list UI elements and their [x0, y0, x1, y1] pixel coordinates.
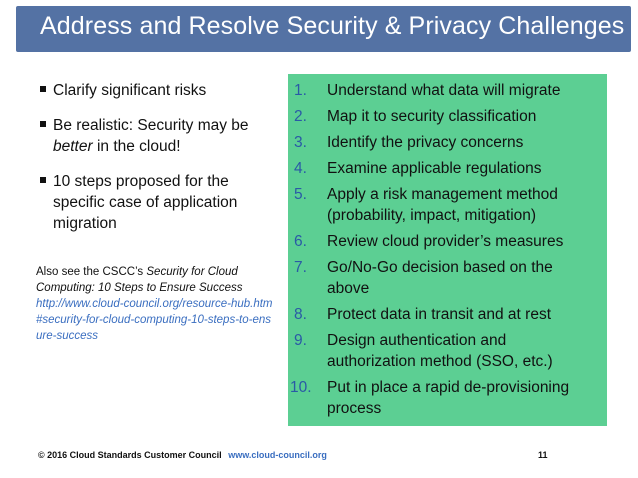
reference-note	[36, 264, 274, 344]
step-number: 4.	[294, 160, 307, 177]
step-item	[288, 106, 607, 127]
footer	[38, 450, 327, 460]
step-number: 8.	[294, 306, 307, 323]
step-item	[288, 330, 607, 372]
steps-list	[288, 80, 607, 424]
square-bullet-icon	[40, 177, 46, 183]
step-number: 2.	[294, 108, 307, 125]
step-text: Review cloud provider’s measures	[327, 233, 564, 250]
step-text: Go/No-Go decision based on the above	[327, 259, 553, 297]
step-item	[288, 80, 607, 101]
bullet-text: Clarify significant risks	[53, 82, 207, 99]
step-text: Identify the privacy concerns	[327, 134, 524, 151]
step-number: 10.	[290, 379, 312, 396]
square-bullet-icon	[40, 121, 46, 127]
footer-website-link[interactable]: www.cloud-council.org	[228, 450, 327, 460]
step-item	[288, 377, 607, 419]
reference-title: Security for Cloud Computing: 10 Steps to Ensure Success	[36, 266, 243, 294]
step-text: Map it to security classification	[327, 108, 537, 125]
slide-title: Address and Resolve Security & Privacy Challenges	[40, 12, 625, 40]
bullet-text: in the cloud!	[96, 138, 181, 155]
step-number: 3.	[294, 134, 307, 151]
page-number: 11	[538, 450, 548, 460]
title-bar	[16, 6, 631, 52]
step-text: Examine applicable regulations	[327, 160, 542, 177]
step-text: Put in place a rapid de-provisioning process	[327, 379, 570, 417]
step-item	[288, 231, 607, 252]
step-text: Apply a risk management method (probability, impact, mitigation)	[327, 186, 558, 224]
bullet-emphasis: better	[53, 138, 93, 155]
bullet-text: Be realistic: Security may be	[53, 117, 249, 134]
step-text: Understand what data will migrate	[327, 82, 561, 99]
reference-prefix: Also see the CSCC’s	[36, 266, 147, 278]
step-number: 6.	[294, 233, 307, 250]
step-number: 7.	[294, 259, 307, 276]
bullet-text: 10 steps proposed for the specific case of application migration	[53, 173, 238, 232]
steps-panel	[288, 74, 607, 426]
footer-copyright: © 2016 Cloud Standards Customer Council	[38, 450, 222, 460]
step-text: Protect data in transit and at rest	[327, 306, 552, 323]
step-item	[288, 158, 607, 179]
bullet-item	[40, 171, 272, 234]
reference-link[interactable]: http://www.cloud-council.org/resource-hub.htm#security-for-cloud-computing-10-steps-to-ensure-success	[36, 298, 273, 342]
step-number: 9.	[294, 332, 307, 349]
bullet-list	[40, 80, 272, 248]
step-number: 1.	[294, 82, 307, 99]
step-item	[288, 132, 607, 153]
step-item	[288, 304, 607, 325]
bullet-item	[40, 80, 272, 101]
step-number: 5.	[294, 186, 307, 203]
step-item	[288, 184, 607, 226]
bullet-item	[40, 115, 272, 157]
square-bullet-icon	[40, 86, 46, 92]
step-item	[288, 257, 607, 299]
step-text: Design authentication and authorization method (SSO, etc.)	[327, 332, 553, 370]
